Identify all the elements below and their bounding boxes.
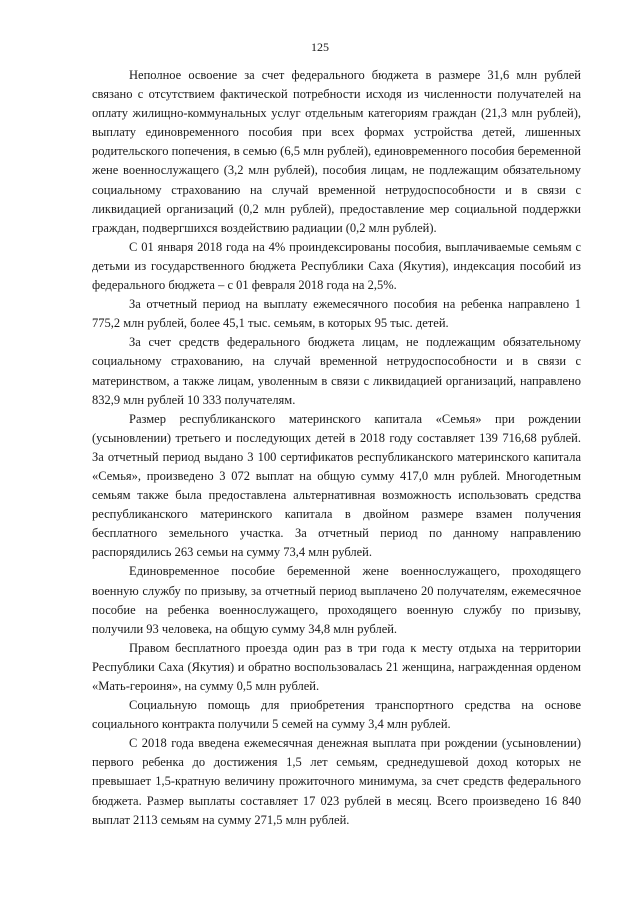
paragraph-military-benefits: Единовременное пособие беременной жене военнослужащего, проходящего военную службу по призыву, за отчетный период выплачено 20 получателям, ежемесячное пособие на ребенка военнослужащего, проходящего военную службу по призыву, получили 93 человека, на общую сумму 34,8 млн рублей. bbox=[92, 564, 581, 636]
paragraph-federal-benefits: За счет средств федерального бюджета лицам, не подлежащим обязательному социальному страхованию, на случай временной нетрудоспособности и в связи с материнством, а также лицам, уволенным в связи с ликвидацией организаций, направлено 832,9 млн рублей 10 333 получателям. bbox=[92, 335, 581, 407]
paragraph-social-contract: Социальную помощь для приобретения транспортного средства на основе социального контракта получили 5 семей на сумму 3,4 млн рублей. bbox=[92, 698, 581, 732]
paragraph-monthly-child-allowance: За отчетный период на выплату ежемесячного пособия на ребенка направлено 1 775,2 млн рублей, более 45,1 тыс. семьям, в которых 95 тыс. детей. bbox=[92, 297, 581, 331]
paragraph-free-travel: Правом бесплатного проезда один раз в три года к месту отдыха на территории Республики Саха (Якутия) и обратно воспользовалась 21 женщина, награжденная орденом «Мать-героиня», на сумму 0,5 млн рублей. bbox=[92, 640, 581, 693]
page-number: 125 bbox=[311, 40, 329, 54]
body-text bbox=[92, 66, 581, 830]
paragraph-maternity-capital: Размер республиканского материнского капитала «Семья» при рождении (усыновлении) третьего и последующих детей в 2018 году составляет 139 716,68 рублей. За отчетный период выдано 3 100 сертификатов республиканского материнского капитала «Семья», произведено 3 072 выплат на общую сумму 417,0 млн рублей. Многодетным семьям также была предоставлена альтернативная возможность использовать средства республиканского материнского капитала в двойном размере взамен получения бесплатного земельного участка. За отчетный период по данному направлению распорядились 263 семьи на сумму 73,4 млн рублей. bbox=[92, 411, 581, 560]
paragraph-underspending: Неполное освоение за счет федерального бюджета в размере 31,6 млн рублей связано с отсутствием фактической потребности исходя из численности получателей на оплату жилищно-коммунальных услуг отдельным категориям граждан (21,3 млн рублей), выплату единовременного пособия при всех формах устройства детей, лишенных родительского попечения, в семью (6,5 млн рублей), единовременного пособия беременной жене военнослужащего (3,2 млн рублей), пособия лицам, не подлежащим обязательному социальному страхованию на случай временной нетрудоспособности и в связи с ликвидацией организаций (0,2 млн рублей), предоставление мер социальной поддержки граждан, подвергшихся воздействию радиации (0,2 млн рублей). bbox=[92, 68, 581, 235]
paragraph-first-child-payment: С 2018 года введена ежемесячная денежная выплата при рождении (усыновлении) первого ребенка до достижения 1,5 лет семьям, среднедушевой доход которых не превышает 1,5-кратную величину прожиточного минимума, за счет средств федерального бюджета. Размер выплаты составляет 17 023 рублей в месяц. Всего произведено 16 840 выплат 2113 семьям на сумму 271,5 млн рублей. bbox=[92, 736, 581, 827]
paragraph-indexation: С 01 января 2018 года на 4% проиндексированы пособия, выплачиваемые семьям с детьми из государственного бюджета Республики Саха (Якутия), индексация пособий из федерального бюджета – с 01 февраля 2018 года на 2,5%. bbox=[92, 239, 581, 293]
